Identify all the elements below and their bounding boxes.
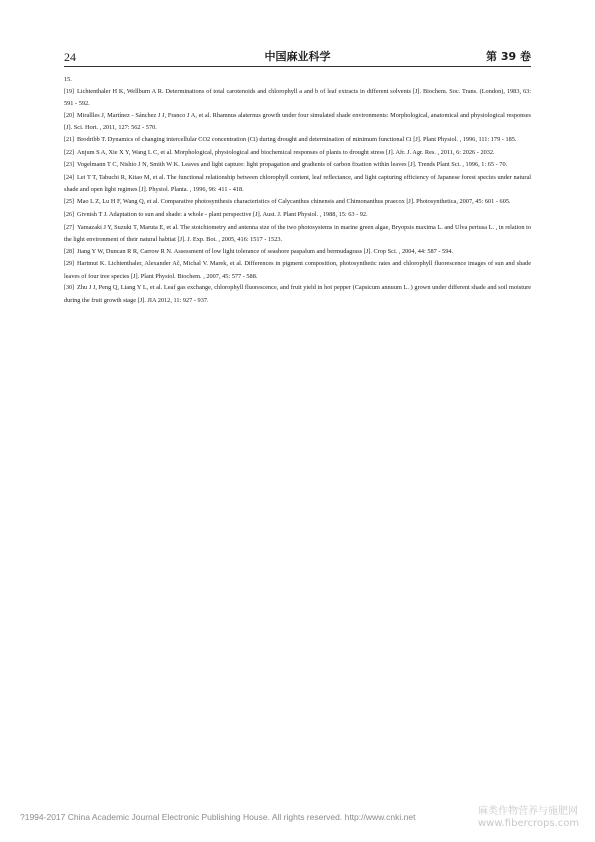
reference-text: Givnish T J. Adaptation to sun and shade: a whole - plant perspective [J]. Aust. J. Plant Physiol. , 1988, 15: 63 - 92. [77, 210, 368, 218]
reference-item [64, 159, 531, 171]
reference-text: Lichtenthaler H K, Wellburn A R. Determinations of total carotenoids and chlorophyll a and b of leaf extracts in different solvents [J]. Biochem. Soc. Trans. (London), 1983, 63: 591 - 592. [64, 87, 531, 108]
reference-item [64, 209, 531, 221]
reference-item [64, 282, 531, 306]
watermark-line: 麻类作物营养与施肥网 [478, 806, 578, 817]
page-header [64, 44, 531, 64]
reference-item [64, 222, 531, 246]
reference-item [64, 246, 531, 258]
reference-list [64, 74, 531, 307]
reference-text: Brodribb T. Dynamics of changing intercellular CO2 concentration (Ci) during drought and determination of minimum functional Ci [J]. Plant Physiol. , 1996, 111: 179 - 185. [77, 135, 517, 143]
reference-number: [ 24 ] [64, 173, 74, 184]
reference-number: [ 22 ] [64, 148, 74, 159]
reference-item [64, 258, 531, 282]
reference-text: Mao L Z, Lu H F, Wang Q, et al. Comparative photosynthesis characteristics of Calycanthus chinensis and Chimonanthus praecox [J]. Photosynthetica, 2007, 45: 601 - 605. [77, 198, 511, 206]
reference-item [64, 134, 531, 146]
volume-label: 第 39 卷 [486, 50, 531, 63]
reference-number: [ 23 ] [64, 160, 74, 171]
reference-text: Mirallles J, Martínez - Sánchez J J, Franco J A, et al. Rhamnus alaternus growth under four simulated shade environments: Morphological, anatomical and physiological responses [J]. Sci. Hort. , 2011, 127: 562 - 570. [64, 111, 531, 132]
reference-number: [ 29 ] [64, 259, 74, 270]
reference-text: Vogelmann T C, Nishio J N, Smith W K. Leaves and light capture: light propagation and gradients of carbon fixation within leaves [J]. Trends Plant Sci. , 1996, 1: 65 - 70. [77, 161, 508, 169]
page-number: 24 [64, 50, 76, 64]
reference-item [64, 110, 531, 134]
reference-text: Hartmut K. Lichtenthaler, Alexander Ač, Michal V. Marek, et al. Differences in pigment composition, photosynthetic rates and chlorophyll fluorescence images of sun and shade leaves of four tree species [J]. Plant Physiol. Biochem. , 2007, 45: 577 - 588. [64, 260, 531, 280]
reference-continuation: 15. [64, 76, 72, 83]
reference-number: [ 25 ] [64, 197, 74, 208]
reference-text: Yamazaki J Y, Suzuki T, Maruta E, et al. The stoichiometry and antenna size of the two photosystems in marine green algae, Bryopsis maxima L. and Ulva pertusa L. , in relation to the light environment of their natural habitat [J]. J. Exp. Bot. , 2005, 416: 1517 - 1523. [64, 223, 531, 243]
reference-text: Zhu J J, Peng Q, Liang Y L, et al. Leaf gas exchange, chlorophyll fluorescence, and fruit yield in hot pepper (Capsicum annuum L. ) grown under different shade and soil moisture during the fruit growth stage [J]. JIA 2012, 11: 927 - 937. [64, 284, 531, 304]
reference-text: Anjum S A, Xie X Y, Wang L C, et al. Morphological, physiological and biochemical responses of plants to drought stress [J]. Afr. J. Agr. Res. , 2011, 6: 2026 - 2032. [77, 148, 495, 156]
reference-text: Lei T T, Tabuchi R, Kitao M, et al. The functional relationship between chlorophyll content, leaf reflectance, and light capturing efficiency of Japanese forest species under natural shade and open light regimes [J]. Physiol. Planta. , 1996, 96: 411 - 418. [64, 174, 531, 194]
reference-number: [ 28 ] [64, 247, 74, 258]
reference-number: [ 19 ] [64, 87, 74, 98]
watermark-line: www.fibercrops.com [478, 818, 580, 829]
header-rule [64, 66, 531, 67]
reference-item [64, 196, 531, 208]
site-watermark [478, 806, 579, 830]
reference-number: [ 26 ] [64, 210, 74, 221]
reference-number: [ 21 ] [64, 135, 74, 146]
copyright-footer: ?1994-2017 China Academic Journal Electronic Publishing House. All rights reserved. http://www.cnki.net [20, 812, 416, 822]
reference-number: [ 20 ] [64, 111, 74, 122]
reference-item [64, 147, 531, 159]
journal-title: 中国麻业科学 [264, 50, 331, 63]
reference-item [64, 86, 531, 110]
reference-number: [ 27 ] [64, 223, 74, 234]
reference-number: [ 30 ] [64, 283, 74, 294]
reference-text: Jiang Y W, Duncan R R, Carrow R N. Assessment of low light tolerance of seashore paspalum and bermudagrass [J]. Crop Sci. , 2004, 44: 587 - 594. [77, 247, 454, 255]
reference-item [64, 172, 531, 196]
